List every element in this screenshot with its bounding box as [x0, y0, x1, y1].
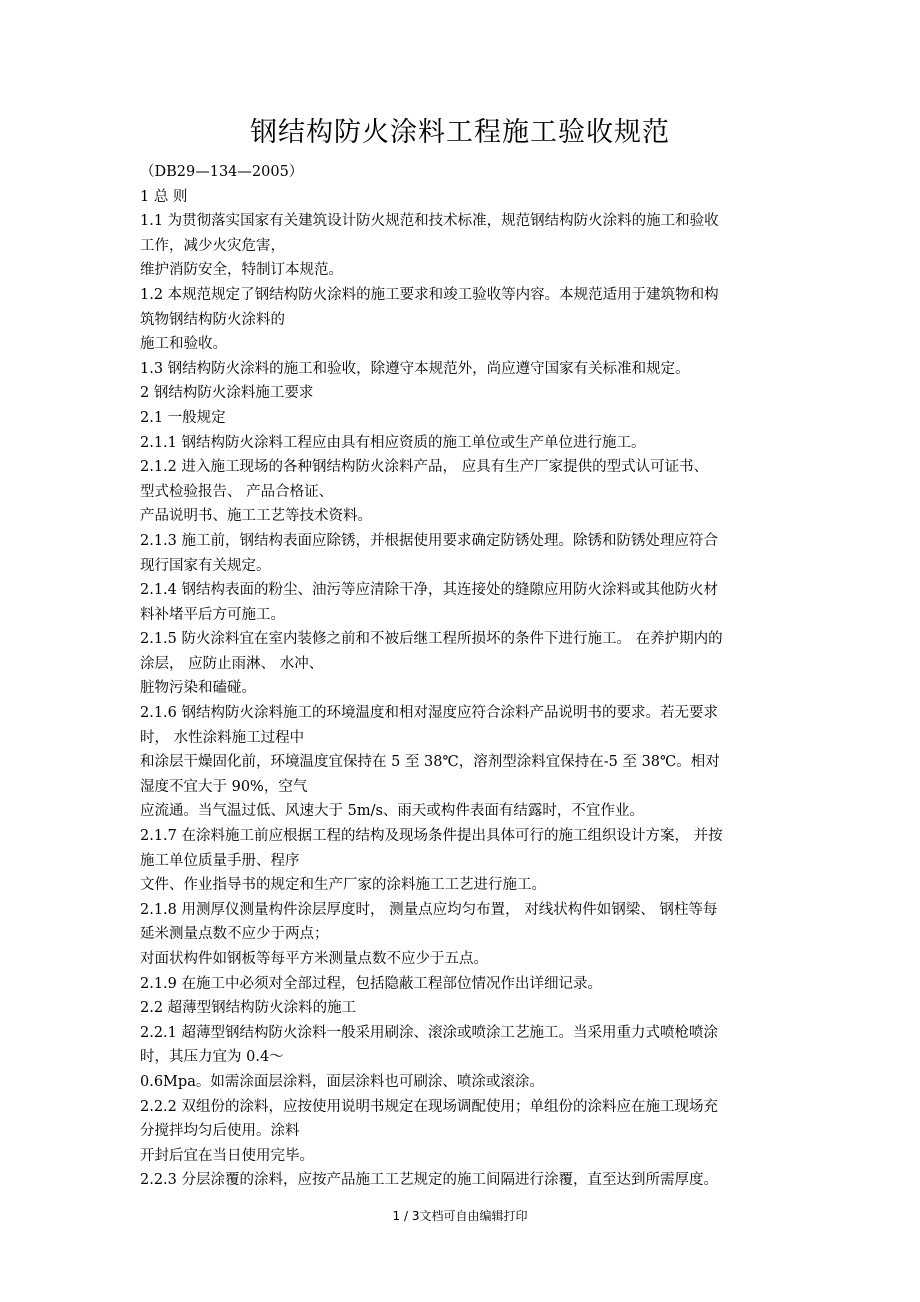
text-line: 应流通。当气温过低、风速大于 5m/s、雨天或构件表面有结露时，不宜作业。 — [140, 803, 644, 820]
text-line: 2.1.8 用测厚仪测量构件涂层厚度时， 测量点应均匀布置， 对线状构件如钢梁、 钢柱等每 — [140, 901, 718, 918]
text-line: 现行国家有关规定。 — [140, 557, 271, 574]
text-line: 2 钢结构防火涂料施工要求 — [140, 385, 314, 402]
text-line: 2.1.6 钢结构防火涂料施工的环境温度和相对湿度应符合涂料产品说明书的要求。若无要求 — [140, 705, 718, 722]
document-body — [140, 160, 800, 1193]
text-line: 时， 水性涂料施工过程中 — [140, 729, 305, 746]
text-line: 筑物钢结构防火涂料的 — [140, 311, 285, 328]
text-line: 0.6Mpa。如需涂面层涂料，面层涂料也可刷涂、喷涂或滚涂。 — [140, 1073, 544, 1090]
text-line: 2.1.4 钢结构表面的粉尘、油污等应清除干净，其连接处的缝隙应用防火涂料或其他防火材 — [140, 582, 718, 599]
text-line: 分搅拌均匀后使用。涂料 — [140, 1123, 300, 1140]
text-line: 1.2 本规范规定了钢结构防火涂料的施工要求和竣工验收等内容。本规范适用于建筑物和构 — [140, 286, 719, 303]
text-line: 施工和验收。 — [140, 336, 227, 353]
text-line: 2.2.3 分层涂覆的涂料，应按产品施工工艺规定的施工间隔进行涂覆，直至达到所需厚度。 — [140, 1172, 718, 1189]
text-line: 时，其压力宜为 0.4～ — [140, 1049, 284, 1066]
text-line: 2.1.7 在涂料施工前应根据工程的结构及现场条件提出具体可行的施工组织设计方案， 并按 — [140, 828, 723, 845]
text-line: 施工单位质量手册、程序 — [140, 852, 300, 869]
text-line: 2.2.2 双组份的涂料，应按使用说明书规定在现场调配使用；单组份的涂料应在施工现场充 — [140, 1098, 718, 1115]
text-line: （DB29—134—2005） — [140, 164, 304, 180]
text-line: 和涂层干燥固化前，环境温度宜保持在 5 至 38℃，溶剂型涂料宜保持在-5 至 38℃。相对 — [140, 754, 720, 771]
text-line: 2.1.9 在施工中必须对全部过程，包括隐蔽工程部位情况作出详细记录。 — [140, 975, 603, 992]
text-line: 1.1 为贯彻落实国家有关建筑设计防火规范和技术标准，规范钢结构防火涂料的施工和验收 — [140, 213, 719, 230]
text-line: 对面状构件如钢板等每平方米测量点数不应少于五点。 — [140, 951, 488, 967]
text-line: 型式检验报告、 产品合格证、 — [140, 483, 334, 500]
text-line: 文件、作业指导书的规定和生产厂家的涂料施工工艺进行施工。 — [140, 877, 546, 894]
text-line: 涂层， 应防止雨淋、 水冲、 — [140, 655, 324, 672]
text-line: 2.1.1 钢结构防火涂料工程应由具有相应资质的施工单位或生产单位进行施工。 — [140, 434, 646, 451]
text-line: 2.1.2 进入施工现场的各种钢结构防火涂料产品， 应具有生产厂家提供的型式认可证书、 — [140, 459, 709, 476]
text-line: 脏物污染和磕碰。 — [140, 680, 256, 697]
page-footer: 1 / 3文档可自由编辑打印 — [392, 1209, 528, 1223]
text-line: 延米测量点数不应少于两点； — [140, 926, 329, 943]
text-line: 2.2.1 超薄型钢结构防火涂料一般采用刷涂、滚涂或喷涂工艺施工。当采用重力式喷枪喷涂 — [140, 1024, 718, 1041]
text-line: 维护消防安全，特制订本规范。 — [140, 262, 343, 279]
text-line: 1.3 钢结构防火涂料的施工和验收，除遵守本规范外，尚应遵守国家有关标准和规定。 — [140, 360, 690, 377]
text-line: 产品说明书、施工工艺等技术资料。 — [140, 508, 372, 525]
text-line: 工作，减少火灾危害， — [140, 237, 285, 254]
text-line: 湿度不宜大于 90%，空气 — [140, 778, 308, 795]
text-line: 2.2 超薄型钢结构防火涂料的施工 — [140, 1000, 357, 1017]
text-line: 1 总 则 — [140, 188, 188, 205]
text-line: 2.1.3 施工前，钢结构表面应除锈，并根据使用要求确定防锈处理。除锈和防锈处理应符合 — [140, 532, 718, 549]
document-title: 钢结构防火涂料工程施工验收规范 — [250, 117, 670, 148]
text-line: 2.1.5 防火涂料宜在室内装修之前和不被后继工程所损坏的条件下进行施工。 在养护期内的 — [140, 631, 723, 648]
text-line: 开封后宜在当日使用完毕。 — [140, 1147, 314, 1164]
text-line: 2.1 一般规定 — [140, 409, 226, 426]
text-line: 料补堵平后方可施工。 — [140, 606, 285, 623]
